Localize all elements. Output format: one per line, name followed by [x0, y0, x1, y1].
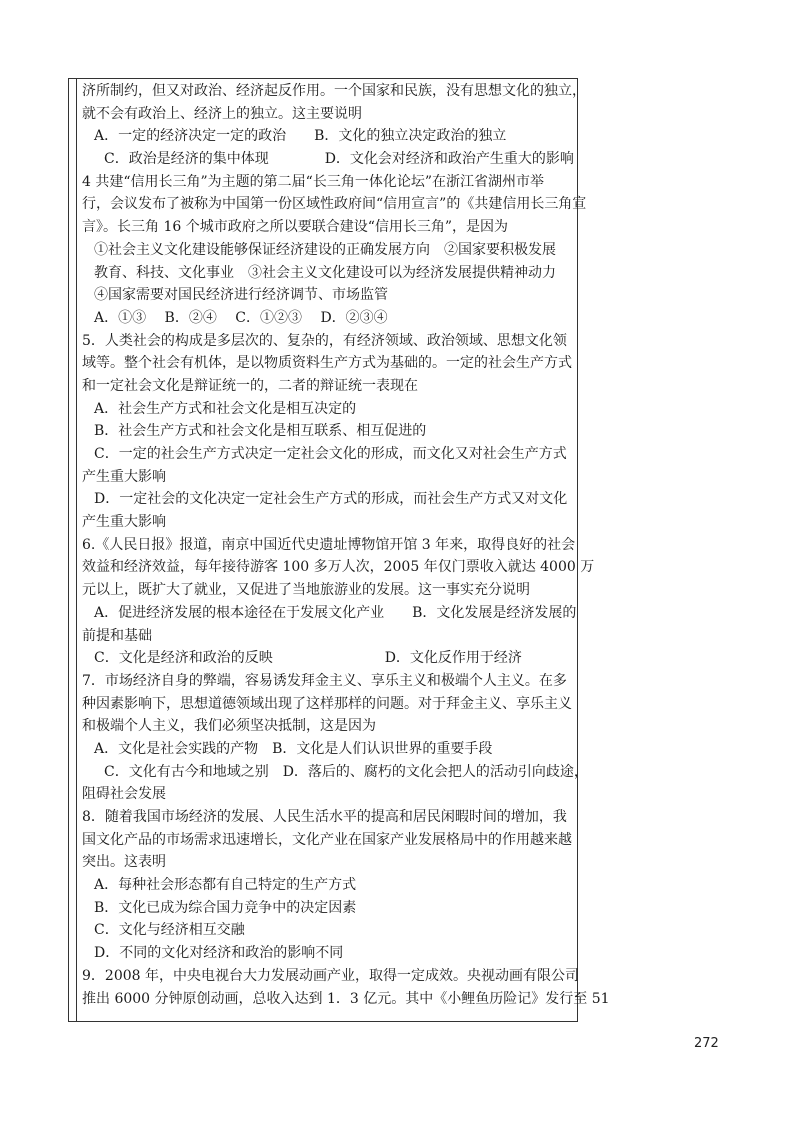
page-number: 272 [694, 1036, 719, 1051]
text-line: 突出。这表明 [82, 854, 166, 871]
question-5: 5．人类社会的构成是多层次的、复杂的，有经济领域、政治领域、思想文化领 [82, 332, 567, 349]
option-line: A．①③ B．②④ C．①②③ D．②③④ [94, 309, 388, 326]
text-line: 前提和基础 [82, 627, 152, 644]
option-line: C．文化与经济相互交融 [94, 922, 245, 939]
question-9: 9．2008 年，中央电视台大力发展动画产业，取得一定成效。央视动画有限公司 [82, 967, 579, 984]
text-line: 行，会议发布了被称为中国第一份区域性政府间“信用宣言”的《共建信用长三角宣 [82, 196, 587, 213]
option-line: D．一定社会的文化决定一定社会生产方式的形成，而社会生产方式又对文化 [94, 491, 568, 508]
option-line: A．促进经济发展的根本途径在于发展文化产业 B．文化发展是经济发展的 [94, 604, 577, 621]
option-line: D．不同的文化对经济和政治的影响不同 [94, 945, 344, 962]
option-line: C．文化有古今和地域之别 D．落后的、腐朽的文化会把人的活动引向歧途， [104, 763, 588, 780]
option-line: A．每种社会形态都有自己特定的生产方式 [94, 877, 357, 894]
option-line: C．文化是经济和政治的反映 D．文化反作用于经济 [94, 650, 522, 667]
text-line: 言》。长三角 16 个城市政府之所以要联合建设“信用长三角”，是因为 [82, 219, 509, 236]
question-6: 6.《人民日报》报道，南京中国近代史遗址博物馆开馆 3 年来，取得良好的社会 [82, 536, 576, 553]
option-line: A．社会生产方式和社会文化是相互决定的 [94, 400, 357, 417]
text-line: 和极端个人主义，我们必须坚决抵制，这是因为 [82, 718, 376, 735]
statement-line: 教育、科技、文化事业 ③社会主义文化建设可以为经济发展提供精神动力 [94, 264, 556, 281]
text-line: 种因素影响下，思想道德领域出现了这样那样的问题。对于拜金主义、享乐主义 [82, 695, 572, 712]
question-8: 8．随着我国市场经济的发展、人民生活水平的提高和居民闲暇时间的增加，我 [82, 809, 567, 825]
option-line: B．社会生产方式和社会文化是相互联系、相互促进的 [94, 423, 427, 440]
text-line: 阻碍社会发展 [82, 786, 166, 803]
statement-line: ④国家需要对国民经济进行经济调节、市场监管 [94, 287, 388, 304]
option-line: B．文化已成为综合国力竞争中的决定因素 [94, 899, 357, 916]
text-line: 域等。整个社会有机体，是以物质资料生产方式为基础的。一定的社会生产方式 [82, 355, 572, 372]
question-7: 7．市场经济自身的弊端，容易诱发拜金主义、享乐主义和极端个人主义。在多 [82, 672, 567, 689]
statement-line: ①社会主义文化建设能够保证经济建设的正确发展方向 ②国家要积极发展 [94, 241, 556, 258]
text-line: 效益和经济效益，每年接待游客 100 多万人次，2005 年仅门票收入就达 4000 万 [82, 559, 595, 576]
question-4: 4 共建“信用长三角”为主题的第二届“长三角一体化论坛”在浙江省湖州市举 [82, 173, 544, 190]
text-line: 产生重大影响 [82, 514, 166, 531]
text-line: 产生重大影响 [82, 468, 166, 485]
option-line: A．一定的经济决定一定的政治 B．文化的独立决定政治的独立 [94, 128, 507, 145]
question-text-block [82, 80, 610, 1010]
option-line: C．政治是经济的集中体现 D．文化会对经济和政治产生重大的影响 [104, 151, 574, 168]
left-column-divider [76, 78, 77, 1022]
text-line: 和一定社会文化是辩证统一的，二者的辩证统一表现在 [82, 377, 418, 394]
option-line: C．一定的社会生产方式决定一定社会文化的形成，而文化又对社会生产方式 [94, 446, 567, 462]
option-line: A．文化是社会实践的产物 B．文化是人们认识世界的重要手段 [94, 740, 493, 757]
text-line: 国文化产品的市场需求迅速增长，文化产业在国家产业发展格局中的作用越来越 [82, 831, 572, 848]
text-line: 推出 6000 分钟原创动画，总收入达到 1．3 亿元。其中《小鲤鱼历险记》发行至 51 [82, 990, 610, 1007]
text-line: 元以上，既扩大了就业，又促进了当地旅游业的发展。这一事实充分说明 [82, 582, 530, 599]
text-line: 就不会有政治上、经济上的独立。这主要说明 [82, 105, 362, 122]
text-line: 济所制约，但又对政治、经济起反作用。一个国家和民族，没有思想文化的独立， [82, 83, 586, 99]
